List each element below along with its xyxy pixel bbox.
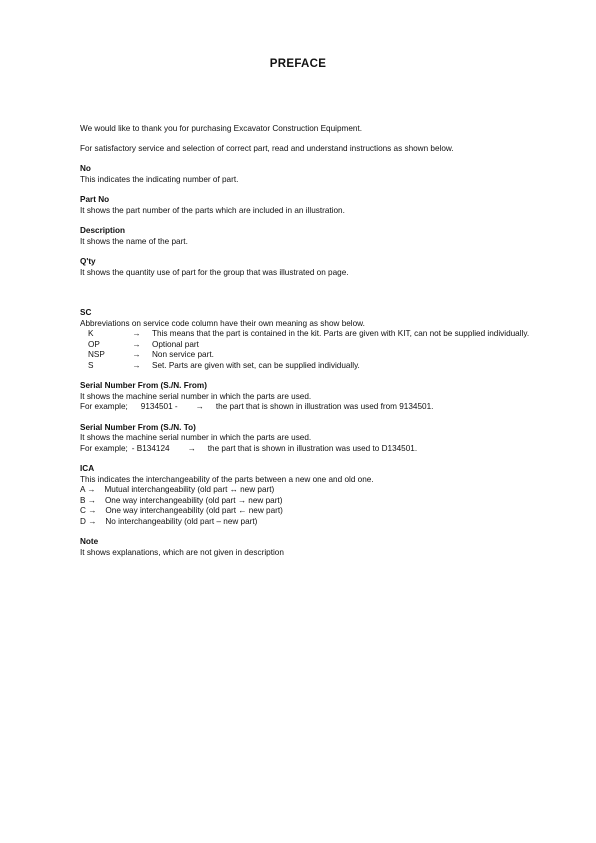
section-text: It shows the quantity use of part for the group that was illustrated on page. <box>80 267 349 277</box>
arrow-icon: → <box>132 339 141 349</box>
section-serial-to <box>80 423 531 455</box>
preface-content <box>80 124 531 568</box>
ica-desc: One way interchangeability (old part → new part) <box>104 495 283 505</box>
sc-row-s <box>80 361 531 372</box>
arrow-icon: → <box>87 485 96 494</box>
section-heading: Part No <box>80 195 110 204</box>
arrow-icon: → <box>195 402 204 411</box>
sc-desc: Set. Parts are given with set, can be supplied individually. <box>152 360 360 370</box>
ica-desc: No interchangeability (old part – new part) <box>105 516 258 526</box>
example-desc: the part that is shown in illustration was used from 9134501. <box>215 402 434 411</box>
example-value: - B134124 <box>131 443 170 453</box>
arrow-icon: → <box>88 516 97 526</box>
section-heading: Q'ty <box>80 257 96 266</box>
sc-row-k <box>80 329 531 340</box>
section-heading: Serial Number From (S./N. From) <box>80 381 207 390</box>
section-heading: No <box>80 164 91 173</box>
sc-row-nsp <box>80 350 531 361</box>
arrow-icon: → <box>88 506 97 515</box>
example-label: For example; <box>80 443 128 453</box>
sc-code: K <box>88 329 94 338</box>
section-description <box>80 226 531 247</box>
serial-example <box>80 402 531 413</box>
sc-code-table <box>80 329 531 371</box>
arrow-icon: → <box>187 443 196 453</box>
ica-desc: Mutual interchangeability (old part ↔ new part) <box>104 485 275 494</box>
ica-item <box>80 485 531 496</box>
section-text: This indicates the indicating number of part. <box>80 174 239 184</box>
section-text: It shows the part number of the parts which are included in an illustration. <box>80 205 345 215</box>
intro-instructions: For satisfactory service and selection of correct part, read and understand instructions as shown below. <box>80 143 454 153</box>
page-title: PREFACE <box>269 58 327 70</box>
section-qty <box>80 257 531 278</box>
ica-code: B <box>80 495 86 505</box>
section-note <box>80 537 531 558</box>
ica-item <box>80 506 531 517</box>
sc-code: NSP <box>88 350 105 359</box>
section-text: It shows explanations, which are not given in description <box>80 547 284 557</box>
section-serial-from <box>80 381 531 413</box>
section-heading: Description <box>80 226 126 235</box>
ica-desc: One way interchangeability (old part ← new part) <box>105 506 283 515</box>
arrow-icon: → <box>132 329 141 338</box>
section-text: This indicates the interchangeability of the parts between a new one and old one. <box>80 474 374 484</box>
arrow-icon: → <box>132 350 141 359</box>
ica-item <box>80 517 531 528</box>
sc-desc: This means that the part is contained in the kit. Parts are given with KIT, can not be supplied individually. <box>152 329 530 338</box>
section-text: It shows the machine serial number in which the parts are used. <box>80 433 312 442</box>
example-value: 9134501 - <box>140 402 178 411</box>
sc-row-op <box>80 340 531 351</box>
arrow-icon: → <box>87 495 96 505</box>
example-label: For example; <box>80 402 128 411</box>
section-part-no <box>80 195 531 216</box>
sc-desc: Optional part <box>152 339 199 349</box>
example-desc: the part that is shown in illustration was used to D134501. <box>207 443 418 453</box>
ica-code: C <box>80 506 86 515</box>
ica-code: D <box>80 516 86 526</box>
section-text: Abbreviations on service code column have their own meaning as show below. <box>80 318 365 328</box>
arrow-icon: → <box>132 360 141 370</box>
section-sc <box>80 308 531 371</box>
section-heading: ICA <box>80 464 95 473</box>
ica-code: A <box>80 485 86 494</box>
section-heading: SC <box>80 308 92 317</box>
intro-thanks: We would like to thank you for purchasing Excavator Construction Equipment. <box>80 124 363 133</box>
sc-desc: Non service part. <box>152 350 214 359</box>
section-text: It shows the name of the part. <box>80 236 188 246</box>
section-no <box>80 164 531 185</box>
section-heading: Serial Number From (S./N. To) <box>80 422 196 432</box>
section-heading: Note <box>80 537 99 546</box>
ica-item <box>80 496 531 507</box>
section-ica <box>80 464 531 527</box>
sc-code: OP <box>88 339 100 349</box>
sc-code: S <box>88 360 94 370</box>
serial-example <box>80 444 531 455</box>
section-text: It shows the machine serial number in which the parts are used. <box>80 391 312 401</box>
